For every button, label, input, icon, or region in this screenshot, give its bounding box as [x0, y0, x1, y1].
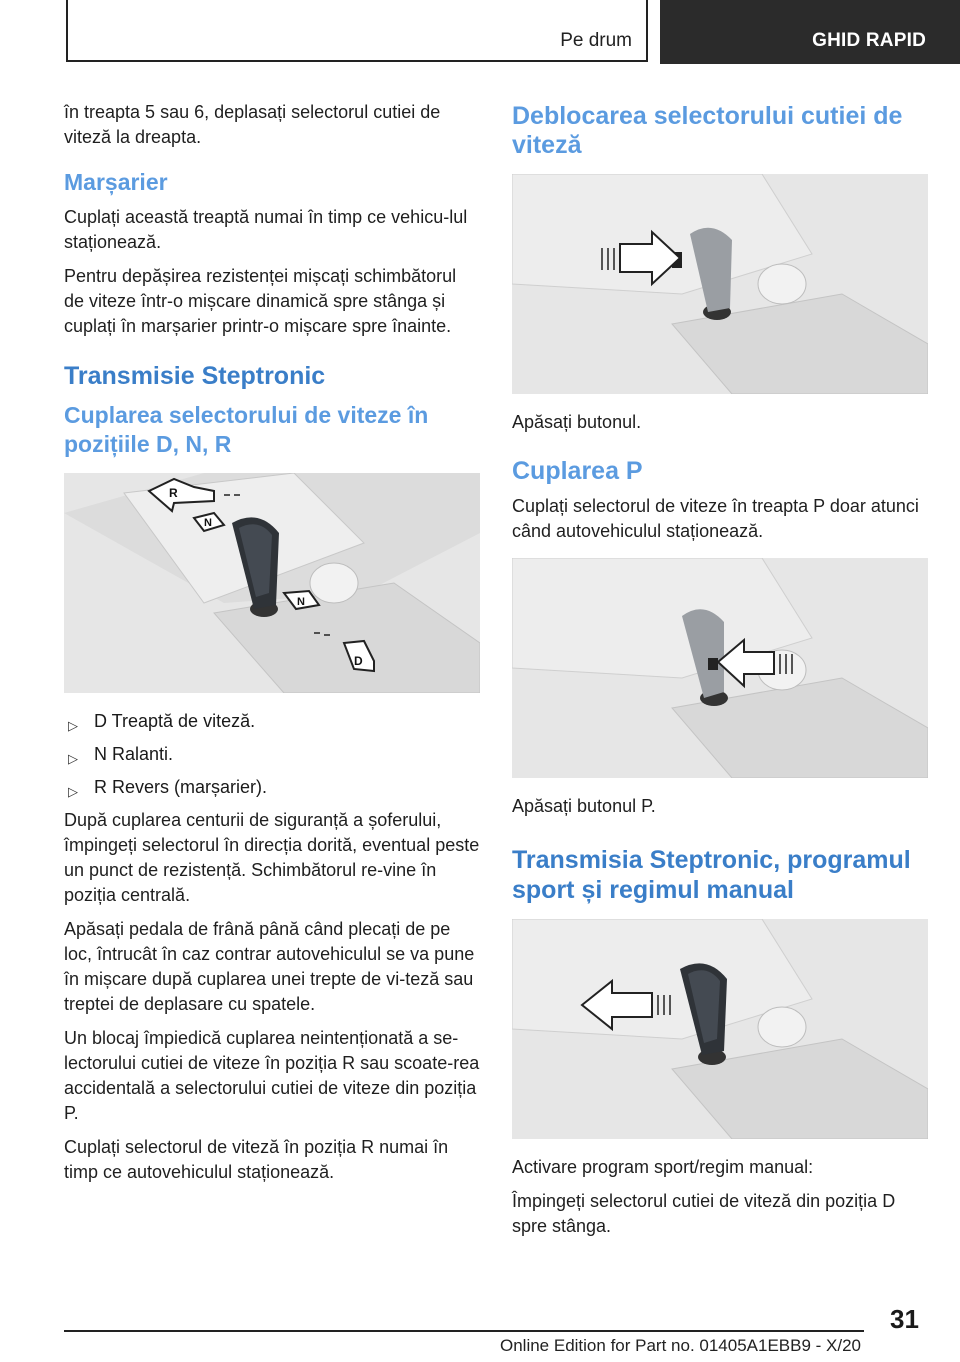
- left-column: [64, 100, 480, 1194]
- footer-edition: Online Edition for Part no. 01405A1EBB9 - X/20: [500, 1336, 862, 1355]
- header-section-title: Pe drum: [560, 30, 632, 51]
- reverse-paragraph-2: Pentru depășirea rezistenței mișcați schimbătorul de viteze într-o mișcare dinamică spre stânga și cuplați în marșarier printr-o mișcare spre înainte.: [64, 266, 457, 336]
- drn-label-n-upper: N: [204, 517, 212, 529]
- unlock-caption: Apăsați butonul.: [512, 412, 642, 432]
- park-caption: Apăsați butonul P.: [512, 796, 656, 816]
- reverse-paragraph-1: Cuplați această treaptă numai în timp ce vehicu-lul staționează.: [64, 207, 468, 252]
- park-heading: Cuplarea P: [512, 457, 643, 485]
- list-item: ▷ N Ralanti.: [64, 742, 480, 767]
- footer-divider: [64, 1330, 864, 1332]
- sport-heading: Transmisia Steptronic, programul sport și regimul manual: [512, 846, 911, 904]
- list-item: ▷ R Revers (marșarier).: [64, 775, 480, 800]
- bullet-triangle-icon: ▷: [68, 718, 78, 733]
- page-number: 31: [890, 1304, 919, 1334]
- drn-label-r: R: [169, 486, 178, 500]
- paragraph-seatbelt: După cuplarea centurii de siguranță a șoferului, împingeți selectorul în direcția dorită, eventual peste un punct de rezistență. Schimbătorul re-vine în poziția centrală.: [64, 810, 480, 905]
- paragraph-reverse-stationary: Cuplați selectorul de viteză în poziția R numai în timp ce autovehiculul staționează.: [64, 1137, 449, 1182]
- unlock-button-illustration: [512, 174, 928, 394]
- steptronic-heading: Transmisie Steptronic: [64, 362, 326, 390]
- reverse-heading: Marșarier: [64, 169, 168, 195]
- bullet-triangle-icon: ▷: [68, 751, 78, 766]
- park-paragraph: Cuplați selectorul de viteze în treapta P doar atunci când autovehiculul staționează.: [512, 496, 919, 541]
- sport-paragraph-1: Activare program sport/regim manual:: [512, 1157, 814, 1177]
- engage-heading: Cuplarea selectorului de viteze în pozițiile D, N, R: [64, 402, 429, 457]
- park-button-illustration: [512, 558, 928, 778]
- drn-label-d: D: [354, 654, 363, 668]
- list-item: ▷ D Treaptă de viteză.: [64, 709, 480, 734]
- gear-selector-drn-illustration: [64, 473, 480, 693]
- drn-label-n-lower: N: [297, 596, 305, 608]
- sport-paragraph-2: Împingeți selectorul cutiei de viteză din poziția D spre stânga.: [512, 1191, 896, 1236]
- paragraph-brake: Apăsați pedala de frână până când plecați de pe loc, întrucât în caz contrar autovehiculul se va pune în mișcare după cuplarea unei trepte de vi-teză sau treptei de deplasare cu spatele.: [64, 919, 475, 1014]
- right-column: [512, 102, 928, 1248]
- header-chapter-tab[interactable]: [660, 0, 960, 64]
- bullet-triangle-icon: ▷: [68, 784, 78, 799]
- gear-positions-list: [64, 709, 480, 800]
- header-chapter-label: GHID RAPID: [812, 30, 926, 51]
- intro-paragraph: în treapta 5 sau 6, deplasați selectorul cutiei de viteză la dreapta.: [64, 102, 441, 147]
- unlock-heading: Deblocarea selectorului cutiei de viteză: [512, 102, 903, 159]
- paragraph-interlock: Un blocaj împiedică cuplarea neintenționată a se-lectorului cutiei de viteze în poziția R sau scoate-rea accidentală a selectorului cutiei de viteze din poziția P.: [64, 1028, 480, 1123]
- sport-mode-illustration: [512, 919, 928, 1139]
